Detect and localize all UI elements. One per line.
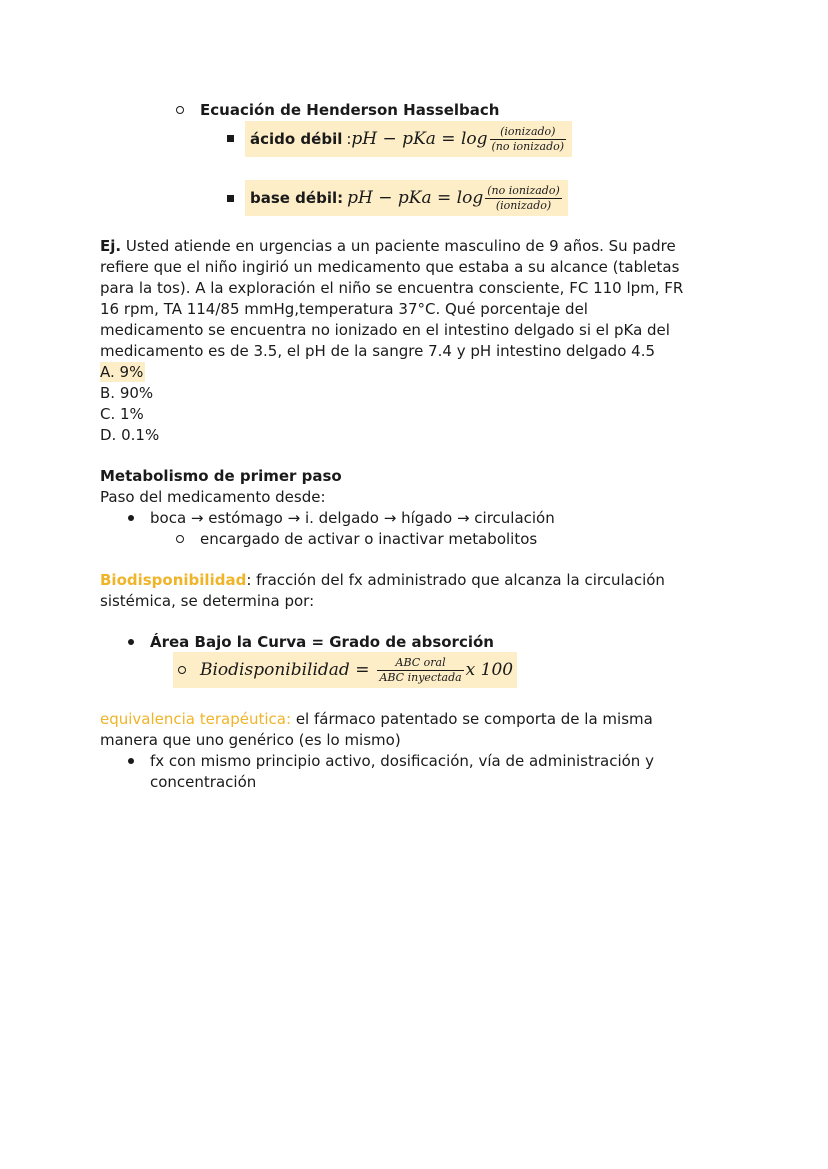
first-pass-intro: Paso del medicamento desde:: [100, 488, 326, 506]
hollow-bullet-icon: [176, 106, 184, 114]
equiv-term: equivalencia terapéutica:: [100, 710, 292, 728]
acid-numerator: (ionizado): [490, 125, 567, 140]
bio-formula-den: ABC inyectada: [379, 670, 462, 684]
case-line-4: 16 rpm, TA 114/85 mmHg,temperatura 37°C. Qué porcentaje del: [100, 300, 588, 318]
option-d: D. 0.1%: [100, 426, 160, 444]
square-bullet-icon: [227, 195, 234, 202]
acid-denominator: (no ionizado): [491, 139, 565, 153]
bio-formula-fraction: [377, 656, 463, 685]
bio-def-line-2: sistémica, se determina por:: [100, 592, 315, 610]
bio-term: Biodisponibilidad: [100, 571, 247, 589]
case-line-6: medicamento es de 3.5, el pH de la sangre 7.4 y pH intestino delgado 4.5: [100, 342, 655, 360]
option-c: C. 1%: [100, 405, 144, 423]
solid-bullet-icon: [128, 515, 134, 521]
first-pass-route: boca → estómago → i. delgado → hígado → circulación: [150, 509, 555, 527]
bio-formula-lhs: Biodisponibilidad =: [200, 660, 370, 680]
case-line-1: [100, 236, 676, 256]
base-equation: [245, 180, 568, 216]
case-line-3: para la tos). A la exploración el niño se encuentra consciente, FC 110 lpm, FR: [100, 279, 684, 297]
option-a: A. 9%: [100, 363, 144, 381]
solid-bullet-icon: [128, 639, 134, 645]
hollow-bullet-icon: [176, 535, 184, 543]
acid-expression: pH − pKa = log: [351, 129, 488, 149]
bio-formula-rhs: x 100: [465, 660, 514, 680]
base-numerator: (no ionizado): [487, 183, 560, 197]
equiv-text-1: el fármaco patentado se comporta de la misma: [291, 710, 653, 728]
case-line-5: medicamento se encuentra no ionizado en el intestino delgado si el pKa del: [100, 321, 670, 339]
base-label: base débil:: [250, 189, 344, 207]
first-pass-sub: encargado de activar o inactivar metabolitos: [200, 530, 538, 548]
case-line-2: refiere que el niño ingirió un medicamento que estaba a su alcance (tabletas: [100, 258, 680, 276]
bio-formula: [173, 652, 517, 688]
equiv-line-1: [100, 709, 653, 729]
acid-equation: [245, 121, 572, 157]
hollow-bullet-icon: [178, 666, 186, 674]
bio-def-1: : fracción del fx administrado que alcanza la circulación: [246, 571, 665, 589]
henderson-title: Ecuación de Henderson Hasselbach: [200, 101, 500, 119]
acid-colon: :: [346, 130, 352, 148]
case-prefix: Ej.: [100, 237, 122, 255]
first-pass-title: Metabolismo de primer paso: [100, 467, 342, 485]
bio-def-line-1: [100, 570, 665, 590]
auc-bullet: Área Bajo la Curva = Grado de absorción: [150, 633, 494, 651]
solid-bullet-icon: [128, 758, 134, 764]
square-bullet-icon: [227, 135, 234, 142]
equiv-bullet-2: concentración: [150, 773, 257, 791]
acid-fraction: [490, 125, 567, 154]
option-b: B. 90%: [100, 384, 154, 402]
base-fraction: [485, 184, 562, 213]
equiv-line-2: manera que uno genérico (es lo mismo): [100, 731, 401, 749]
acid-label: ácido débil: [250, 130, 343, 148]
base-expression: pH − pKa = log: [347, 188, 484, 208]
base-denominator: (ionizado): [495, 198, 552, 212]
equiv-bullet-1: fx con mismo principio activo, dosificación, vía de administración y: [150, 752, 654, 770]
bio-formula-num: ABC oral: [377, 656, 463, 671]
case-text-1: Usted atiende en urgencias a un paciente masculino de 9 años. Su padre: [121, 237, 676, 255]
